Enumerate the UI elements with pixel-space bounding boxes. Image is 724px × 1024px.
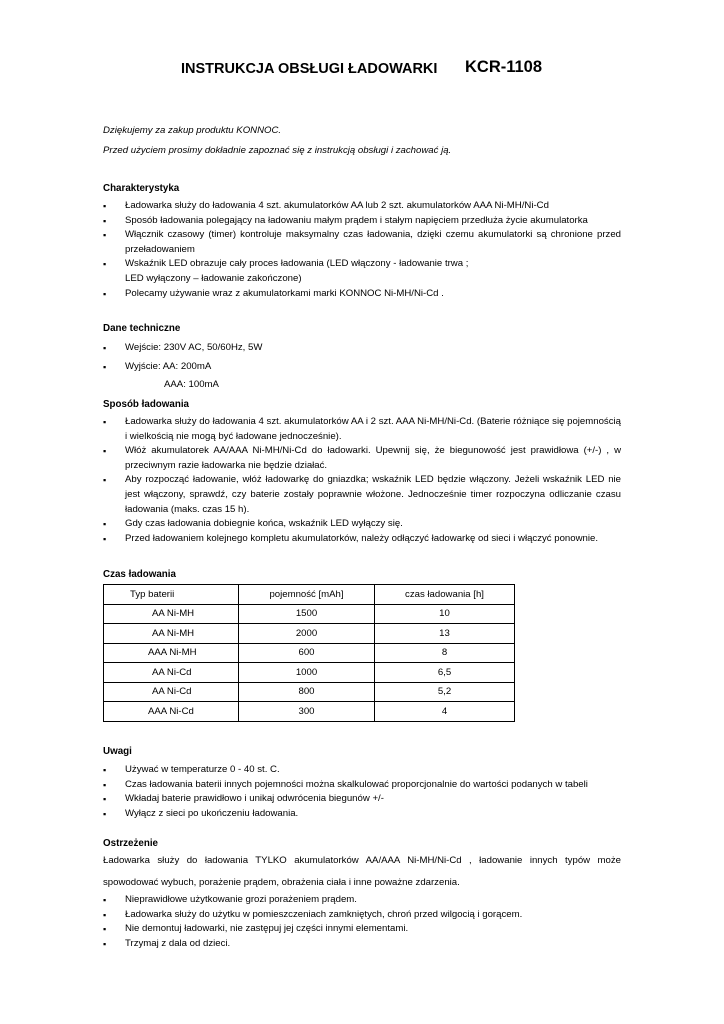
table-cell: 1500 — [239, 604, 375, 624]
specs-list-output — [103, 360, 621, 375]
table-cell: AAA Ni-Cd — [104, 702, 239, 722]
table-row — [104, 624, 515, 644]
table-cell: AAA Ni-MH — [104, 643, 239, 663]
spec-output-aaa: AAA: 100mA — [164, 379, 219, 390]
column-header: czas ładowania [h] — [375, 585, 515, 605]
list-item: ▪ Gdy czas ładowania dobiegnie końca, wskaźnik LED wyłączy się. — [103, 517, 621, 532]
warning-list — [103, 893, 621, 951]
list-item: ▪ Przed ładowaniem kolejnego kompletu akumulatorków, należy odłączyć ładowarkę od sieci i włączyć ponownie. — [103, 532, 621, 547]
list-item: ▪ Ładowarka służy do ładowania 4 szt. akumulatorków AA lub 2 szt. akumulatorków AAA Ni-MH/Ni-Cd — [103, 199, 621, 214]
notes-heading: Uwagi — [103, 746, 132, 757]
list-item: ▪ Używać w temperaturze 0 - 40 st. C. — [103, 763, 621, 778]
warning-heading: Ostrzeżenie — [103, 838, 158, 849]
table-row — [104, 682, 515, 702]
table-cell: 8 — [375, 643, 515, 663]
list-item: ▪ Wyłącz z sieci po ukończeniu ładowania. — [103, 807, 621, 822]
table-cell: 2000 — [239, 624, 375, 644]
list-item: ▪ Wskaźnik LED obrazuje cały proces ładowania (LED włączony - ładowanie trwa ; LED wyłączony – ładowanie zakończone) — [103, 257, 621, 286]
intro-line-2: Przed użyciem prosimy dokładnie zapoznać się z instrukcją obsługi i zachować ją. — [103, 145, 452, 156]
table-cell: 600 — [239, 643, 375, 663]
list-item: ▪ Wyjście: AA: 200mA — [103, 360, 621, 375]
list-item: ▪ Ładowarka służy do użytku w pomieszczeniach zamkniętych, chroń przed wilgocią i gorącem. — [103, 908, 621, 923]
table-row — [104, 643, 515, 663]
charge-time-table — [103, 584, 515, 722]
table-cell: 800 — [239, 682, 375, 702]
table-cell: AA Ni-Cd — [104, 663, 239, 683]
list-item: ▪ Nieprawidłowe użytkowanie grozi porażeniem prądem. — [103, 893, 621, 908]
list-item: ▪ Wkładaj baterie prawidłowo i unikaj odwrócenia biegunów +/- — [103, 792, 621, 807]
warning-text-line-2: spowodować wybuch, porażenie prądem, obrażenia ciała i inne poważne zdarzenia. — [103, 877, 460, 888]
table-cell: 5,2 — [375, 682, 515, 702]
table-header-row — [104, 585, 515, 605]
list-item: ▪ Włóż akumulatorek AA/AAA Ni-MH/Ni-Cd do ładowarki. Upewnij się, że biegunowość jest prawidłowa (+/-) , w przeciwnym razie ładowarka nie będzie działać. — [103, 444, 621, 473]
features-heading: Charakterystyka — [103, 183, 180, 194]
table-cell: 10 — [375, 604, 515, 624]
list-item: ▪ Trzymaj z dala od dzieci. — [103, 937, 621, 952]
table-cell: AA Ni-Cd — [104, 682, 239, 702]
model-number: KCR-1108 — [465, 58, 543, 76]
list-item: ▪ Włącznik czasowy (timer) kontroluje maksymalny czas ładowania, dzięki czemu akumulatorki są chronione przed przeładowaniem — [103, 228, 621, 257]
list-item: ▪ Czas ładowania baterii innych pojemności można skalkulować proporcjonalnie do wartości podanych w tabeli — [103, 778, 621, 793]
table-cell: 4 — [375, 702, 515, 722]
features-list — [103, 199, 621, 301]
method-list — [103, 415, 621, 546]
column-header: pojemność [mAh] — [239, 585, 375, 605]
method-heading: Sposób ładowania — [103, 399, 190, 410]
list-item: ▪ Sposób ładowania polegający na ładowaniu małym prądem i stałym napięciem przedłuża życie akumulatorka — [103, 214, 621, 229]
table-cell: 1000 — [239, 663, 375, 683]
list-item: ▪ Aby rozpocząć ładowanie, włóż ładowarkę do gniazdka; wskaźnik LED będzie włączony. Jeżeli wskaźnik LED nie jest włączony, sprawdź, czy baterie zostały poprawnie włożone. Jednocześnie timer rozpoczyna odliczanie czasu ładowania (maks. czas 15 h). — [103, 473, 621, 517]
title-text: INSTRUKCJA OBSŁUGI ŁADOWARKI — [181, 61, 438, 77]
table-cell: 13 — [375, 624, 515, 644]
table-row — [104, 702, 515, 722]
specs-list — [103, 341, 621, 356]
list-item: ▪ Ładowarka służy do ładowania 4 szt. akumulatorków AA i 2 szt. AAA Ni-MH/Ni-Cd. (Baterie różniące się pojemnością i wielkością nie mogą być ładowane jednocześnie). — [103, 415, 621, 444]
list-item: ▪ Polecamy używanie wraz z akumulatorkami marki KONNOC Ni-MH/Ni-Cd . — [103, 287, 621, 302]
warning-text-line-1: Ładowarka służy do ładowania TYLKO akumulatorków AA/AAA Ni-MH/Ni-Cd , ładowanie innych typów może — [103, 855, 621, 866]
table-cell: AA Ni-MH — [104, 604, 239, 624]
charge-time-heading: Czas ładowania — [103, 569, 176, 580]
specs-heading: Dane techniczne — [103, 323, 181, 334]
notes-list — [103, 763, 621, 821]
table-cell: 300 — [239, 702, 375, 722]
column-header: Typ baterii — [104, 585, 239, 605]
table-cell: 6,5 — [375, 663, 515, 683]
table-row — [104, 663, 515, 683]
intro-line-1: Dziękujemy za zakup produktu KONNOC. — [103, 125, 282, 136]
table-row — [104, 604, 515, 624]
table-cell: AA Ni-MH — [104, 624, 239, 644]
list-item: ▪ Wejście: 230V AC, 50/60Hz, 5W — [103, 341, 621, 356]
list-item: ▪ Nie demontuj ładowarki, nie zastępuj jej części innymi elementami. — [103, 922, 621, 937]
